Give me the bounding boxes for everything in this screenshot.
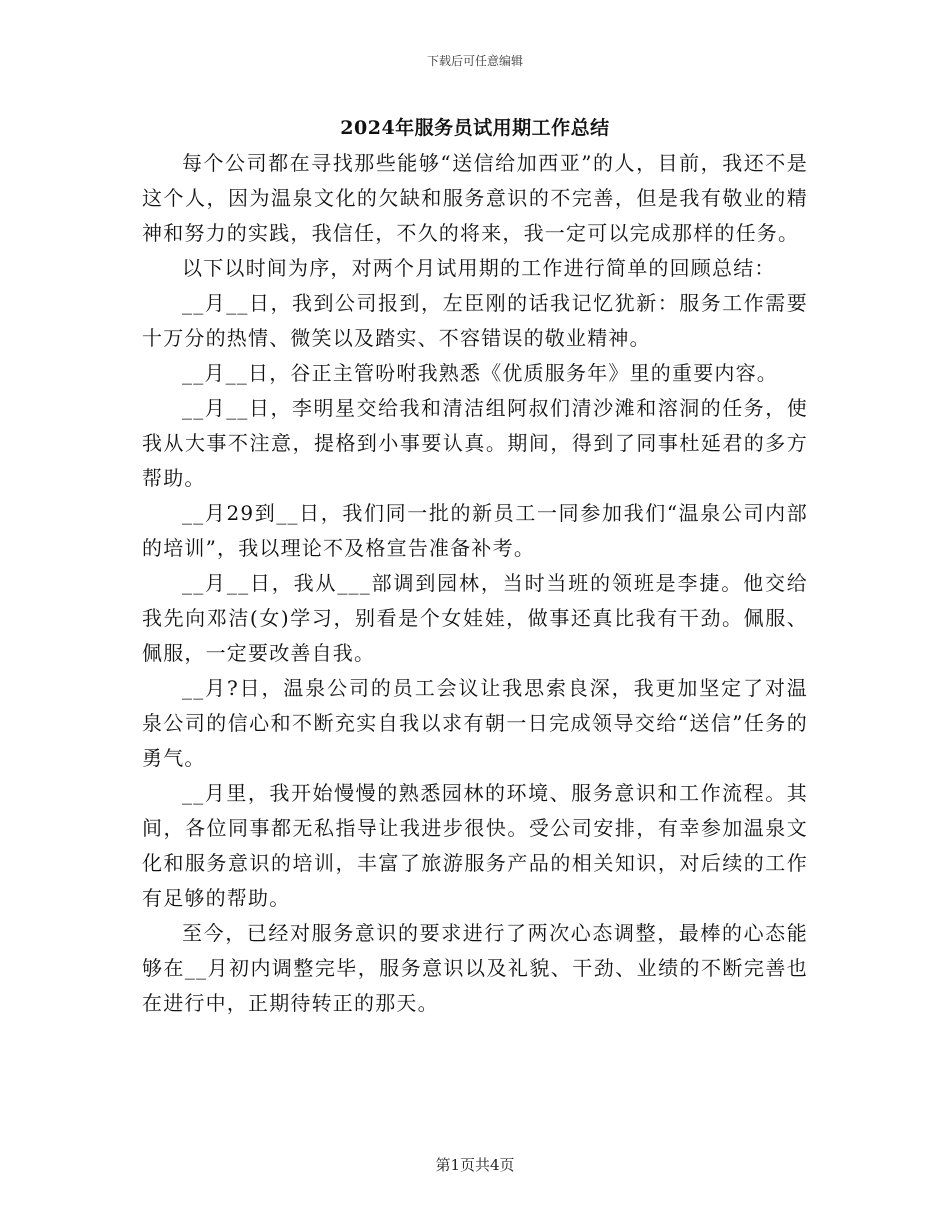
paragraph-4: __月__日，谷正主管吩咐我熟悉《优质服务年》里的重要内容。	[182, 361, 778, 385]
paragraph-1: 每个公司都在寻找那些能够“送信给加西亚”的人，目前，我还不是这个人，因为温泉文化的欠缺和服务意识的不完善，但是我有敬业的精神和努力的实践，我信任，不久的将来，我一定可以完成那样的任务。	[142, 151, 808, 245]
paragraph-3: __月__日，我到公司报到，左臣刚的话我记忆犹新：服务工作需要十万分的热情、微笑以及踏实、不容错误的敬业精神。	[142, 291, 808, 350]
document-title: 2024年服务员试用期工作总结	[340, 117, 610, 139]
paragraph-9: __月里，我开始慢慢的熟悉园林的环境、服务意识和工作流程。其间，各位同事都无私指导让我进步很快。受公司安排，有幸参加温泉文化和服务意识的培训，丰富了旅游服务产品的相关知识，对后续的工作有足够的帮助。	[142, 781, 808, 910]
paragraph-10: 至今，已经对服务意识的要求进行了两次心态调整，最棒的心态能够在__月初内调整完毕，服务意识以及礼貌、干劲、业绩的不断完善也在进行中，正期待转正的那天。	[142, 921, 808, 1015]
paragraph-6: __月29到__日，我们同一批的新员工一同参加我们“温泉公司内部的培训”，我以理论不及格宣告准备补考。	[142, 501, 808, 560]
page-number-footer: 第1页共4页	[435, 1156, 515, 1174]
paragraph-5: __月__日，李明星交给我和清洁组阿叔们清沙滩和溶洞的任务，使我从大事不注意，提格到小事要认真。期间，得到了同事杜延君的多方帮助。	[142, 396, 808, 490]
document-body	[142, 146, 808, 1021]
paragraph-8: __月?日，温泉公司的员工会议让我思索良深，我更加坚定了对温泉公司的信心和不断充实自我以求有朝一日完成领导交给“送信”任务的勇气。	[142, 676, 808, 770]
paragraph-2: 以下以时间为序，对两个月试用期的工作进行简单的回顾总结：	[182, 256, 776, 280]
paragraph-7: __月__日，我从___部调到园林，当时当班的领班是李捷。他交给我先向邓洁(女)学习，别看是个女娃娃，做事还真比我有干劲。佩服、佩服，一定要改善自我。	[142, 571, 808, 665]
page-header-note: 下载后可任意编辑	[426, 54, 523, 68]
